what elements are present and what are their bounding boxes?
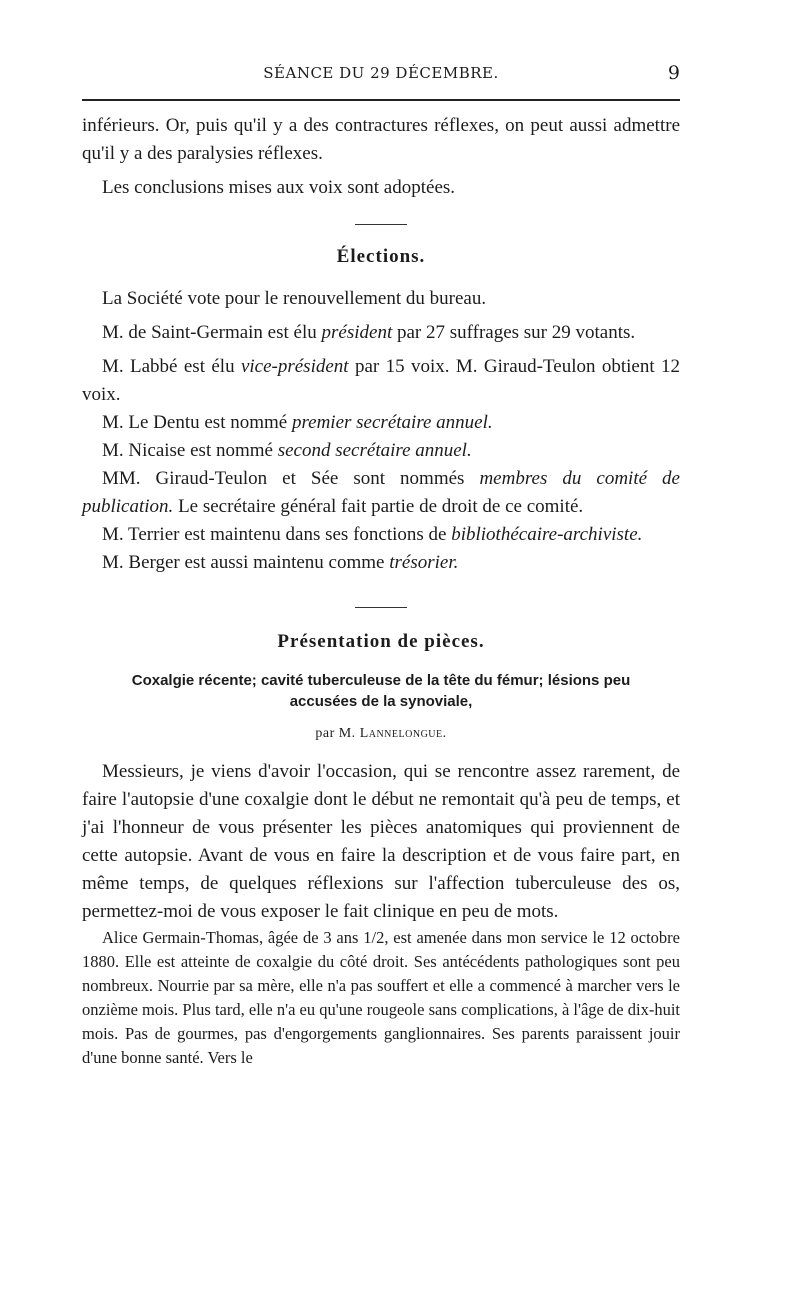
vice-president-paragraph: M. Labbé est élu vice-président par 15 voix. M. Giraud-Teulon obtient 12 voix. (82, 356, 681, 405)
section-divider (355, 607, 407, 608)
president-paragraph: M. de Saint-Germain est élu président par 27 suffrages sur 29 votants. (102, 322, 636, 343)
conclusions-paragraph: Les conclusions mises aux voix sont adoptées. (102, 177, 456, 198)
page-header (82, 62, 680, 90)
author-line: par M. Lannelongue. (315, 726, 447, 741)
bibliothecaire-paragraph: M. Terrier est maintenu dans ses fonctions de bibliothécaire-archiviste. (102, 524, 643, 545)
running-title: SÉANCE DU 29 DÉCEMBRE. (263, 64, 499, 82)
presentation-heading: Présentation de pièces. (277, 631, 485, 652)
page-number: 9 (667, 62, 680, 84)
case-subtitle: Coxalgie récente; cavité tuberculeuse de la tête du fémur; lésions peu accusées de la synoviale, (131, 672, 631, 710)
case-paragraph: Alice Germain-Thomas, âgée de 3 ans 1/2, est amenée dans mon service le 12 octobre 1880. Elle est atteinte de coxalgie du côté droit. Ses antécédents pathologiques sont peu nombreux. Nourrie par sa mère, elle n'a pas souffert et elle a commencé à marcher vers le onzième mois. Plus tard, elle n'a eu qu'une rougeole sans complications, à l'âge de dix-huit mois. Pas de gourmes, pas d'engorgements ganglionnaires. Ses parents paraissent jouir d'une bonne santé. Vers le (82, 928, 680, 1067)
author-name: Lannelongue. (359, 726, 447, 741)
tresorier-paragraph: M. Berger est aussi maintenu comme trésorier. (102, 552, 459, 573)
lead-paragraph: Messieurs, je viens d'avoir l'occasion, qui se rencontre assez rarement, de faire l'autopsie d'une coxalgie dont le début ne remontait qu'à peu de temps, et j'ai l'honneur de vous présenter les pièces anatomiques qui proviennent de cette autopsie. Avant de vous en faire la description et de vous faire part, en même temps, de quelques réflexions sur l'affection tuberculeuse des os, permettez-moi de vous exposer le fait clinique en peu de mots. (82, 761, 680, 922)
section-divider (355, 224, 407, 225)
elections-heading: Élections. (336, 246, 426, 267)
premier-secretaire-paragraph: M. Le Dentu est nommé premier secrétaire annuel. (102, 412, 493, 433)
vote-paragraph: La Société vote pour le renouvellement du bureau. (102, 288, 487, 309)
page-body (82, 112, 680, 1070)
comite-paragraph: MM. Giraud-Teulon et Sée sont nommés membres du comité de publication. Le secrétaire général fait partie de droit de ce comité. (82, 468, 680, 517)
header-rule (82, 99, 680, 101)
second-secretaire-paragraph: M. Nicaise est nommé second secrétaire annuel. (102, 440, 472, 461)
continuation-paragraph: inférieurs. Or, puis qu'il y a des contractures réflexes, on peut aussi admettre qu'il y a des paralysies réflexes. (82, 115, 680, 164)
